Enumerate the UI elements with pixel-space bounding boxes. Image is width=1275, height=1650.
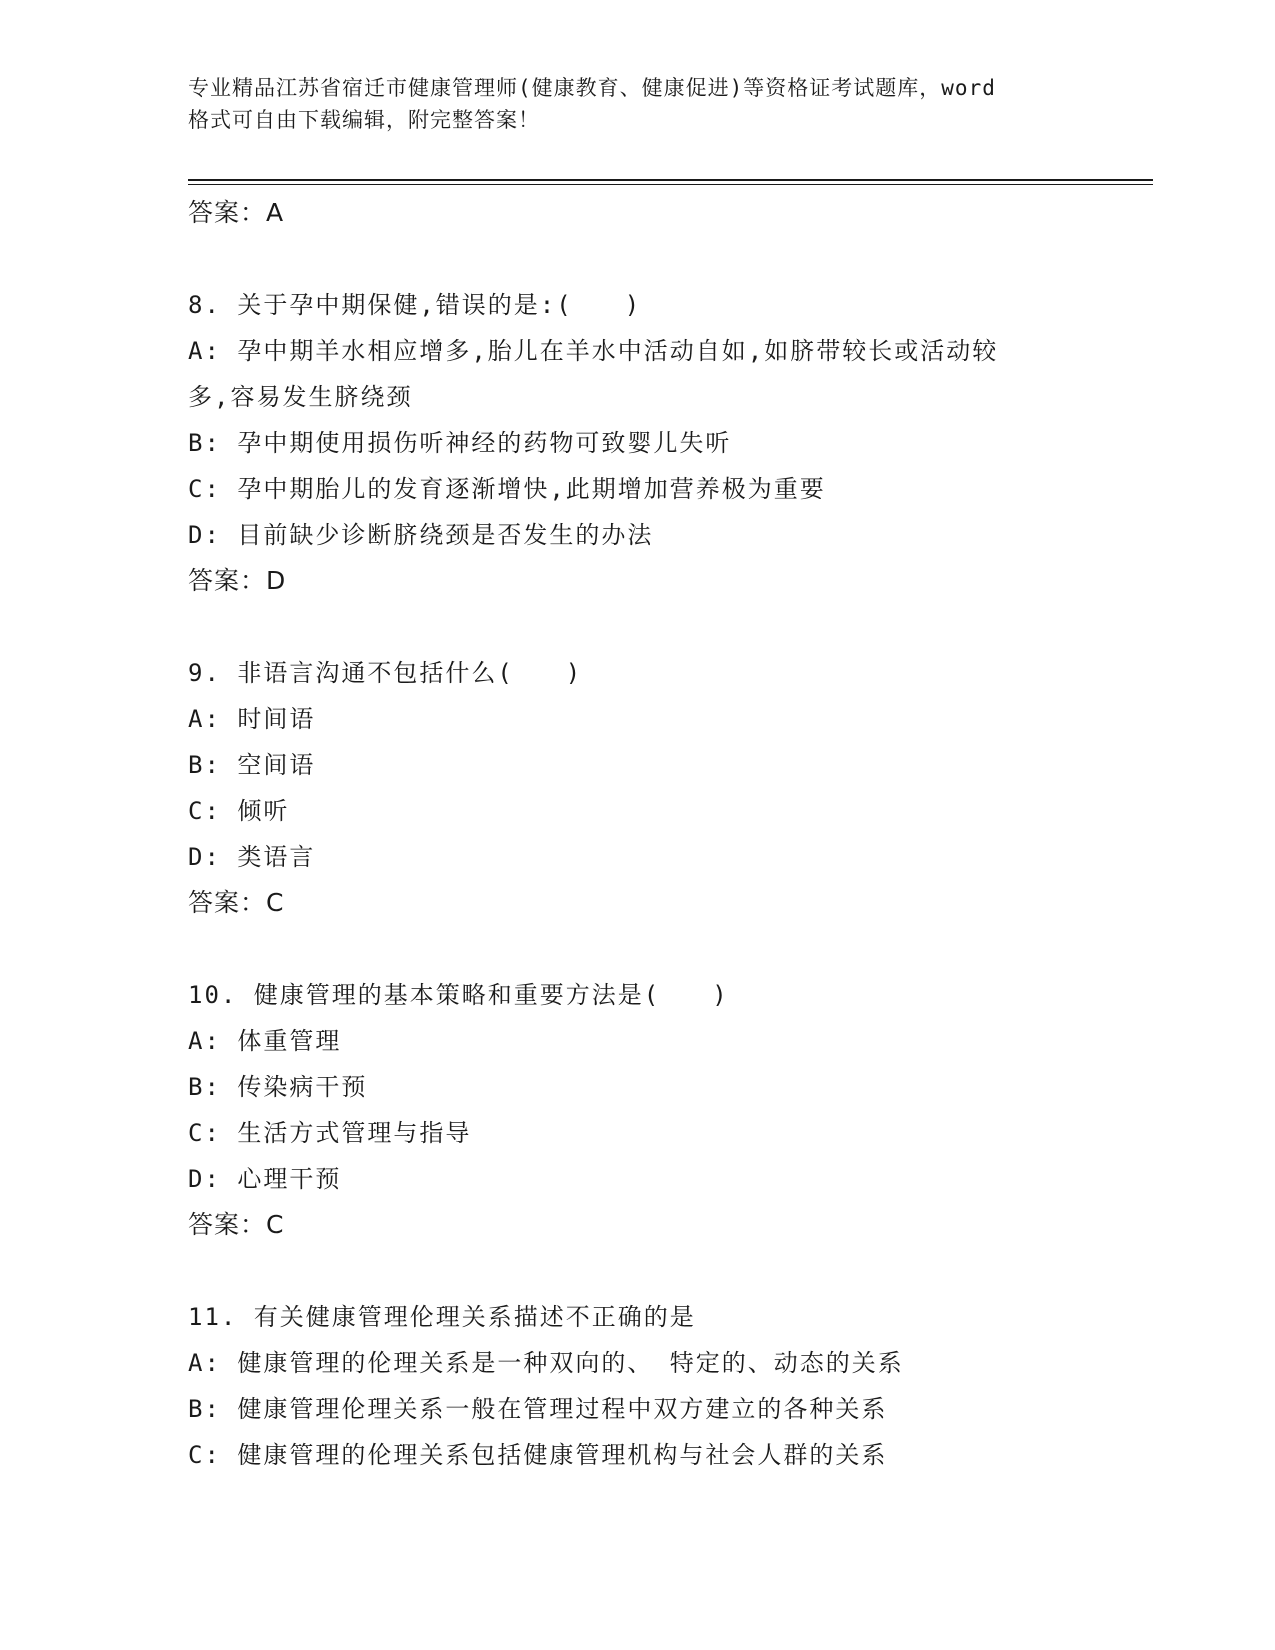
option-b: B: 健康管理伦理关系一般在管理过程中双方建立的各种关系 — [188, 1395, 888, 1423]
option-d: D: 目前缺少诊断脐绕颈是否发生的办法 — [188, 521, 654, 549]
option-d: D: 类语言 — [188, 843, 316, 871]
option-c: C: 倾听 — [188, 797, 290, 825]
option-c: C: 孕中期胎儿的发育逐渐增快,此期增加营养极为重要 — [188, 475, 826, 503]
header-line-1: 专业精品江苏省宿迁市健康管理师(健康教育、健康促进)等资格证考试题库，word — [188, 76, 996, 100]
question-10 — [188, 972, 1088, 1248]
question-9 — [188, 650, 1088, 926]
option-b: B: 空间语 — [188, 751, 316, 779]
option-d: D: 心理干预 — [188, 1165, 342, 1193]
question-content — [188, 190, 1088, 1478]
spacer — [188, 604, 1088, 650]
header-rule — [188, 179, 1153, 181]
answer: 答案：D — [188, 566, 287, 595]
question-text: 8. 关于孕中期保健,错误的是:( ) — [188, 291, 642, 319]
option-a: A: 健康管理的伦理关系是一种双向的、 特定的、动态的关系 — [188, 1349, 904, 1377]
question-11 — [188, 1294, 1088, 1478]
option-c: C: 健康管理的伦理关系包括健康管理机构与社会人群的关系 — [188, 1441, 888, 1469]
question-8 — [188, 282, 1088, 604]
option-a-continued: 多,容易发生脐绕颈 — [188, 383, 413, 411]
document-header — [188, 72, 1088, 136]
header-rule-thin — [188, 184, 1153, 185]
spacer — [188, 1248, 1088, 1294]
option-b: B: 传染病干预 — [188, 1073, 368, 1101]
option-a: A: 孕中期羊水相应增多,胎儿在羊水中活动自如,如脐带较长或活动较 — [188, 337, 999, 365]
question-text: 9. 非语言沟通不包括什么( ) — [188, 659, 583, 687]
question-text: 11. 有关健康管理伦理关系描述不正确的是 — [188, 1303, 696, 1331]
option-a: A: 体重管理 — [188, 1027, 342, 1055]
question-text: 10. 健康管理的基本策略和重要方法是( ) — [188, 981, 729, 1009]
answer: 答案：C — [188, 888, 285, 917]
option-a: A: 时间语 — [188, 705, 316, 733]
spacer — [188, 926, 1088, 972]
option-b: B: 孕中期使用损伤听神经的药物可致婴儿失听 — [188, 429, 732, 457]
answer-7: 答案：A — [188, 198, 285, 227]
header-line-2: 格式可自由下载编辑，附完整答案！ — [188, 108, 540, 132]
spacer — [188, 236, 1088, 282]
answer: 答案：C — [188, 1210, 285, 1239]
option-c: C: 生活方式管理与指导 — [188, 1119, 472, 1147]
